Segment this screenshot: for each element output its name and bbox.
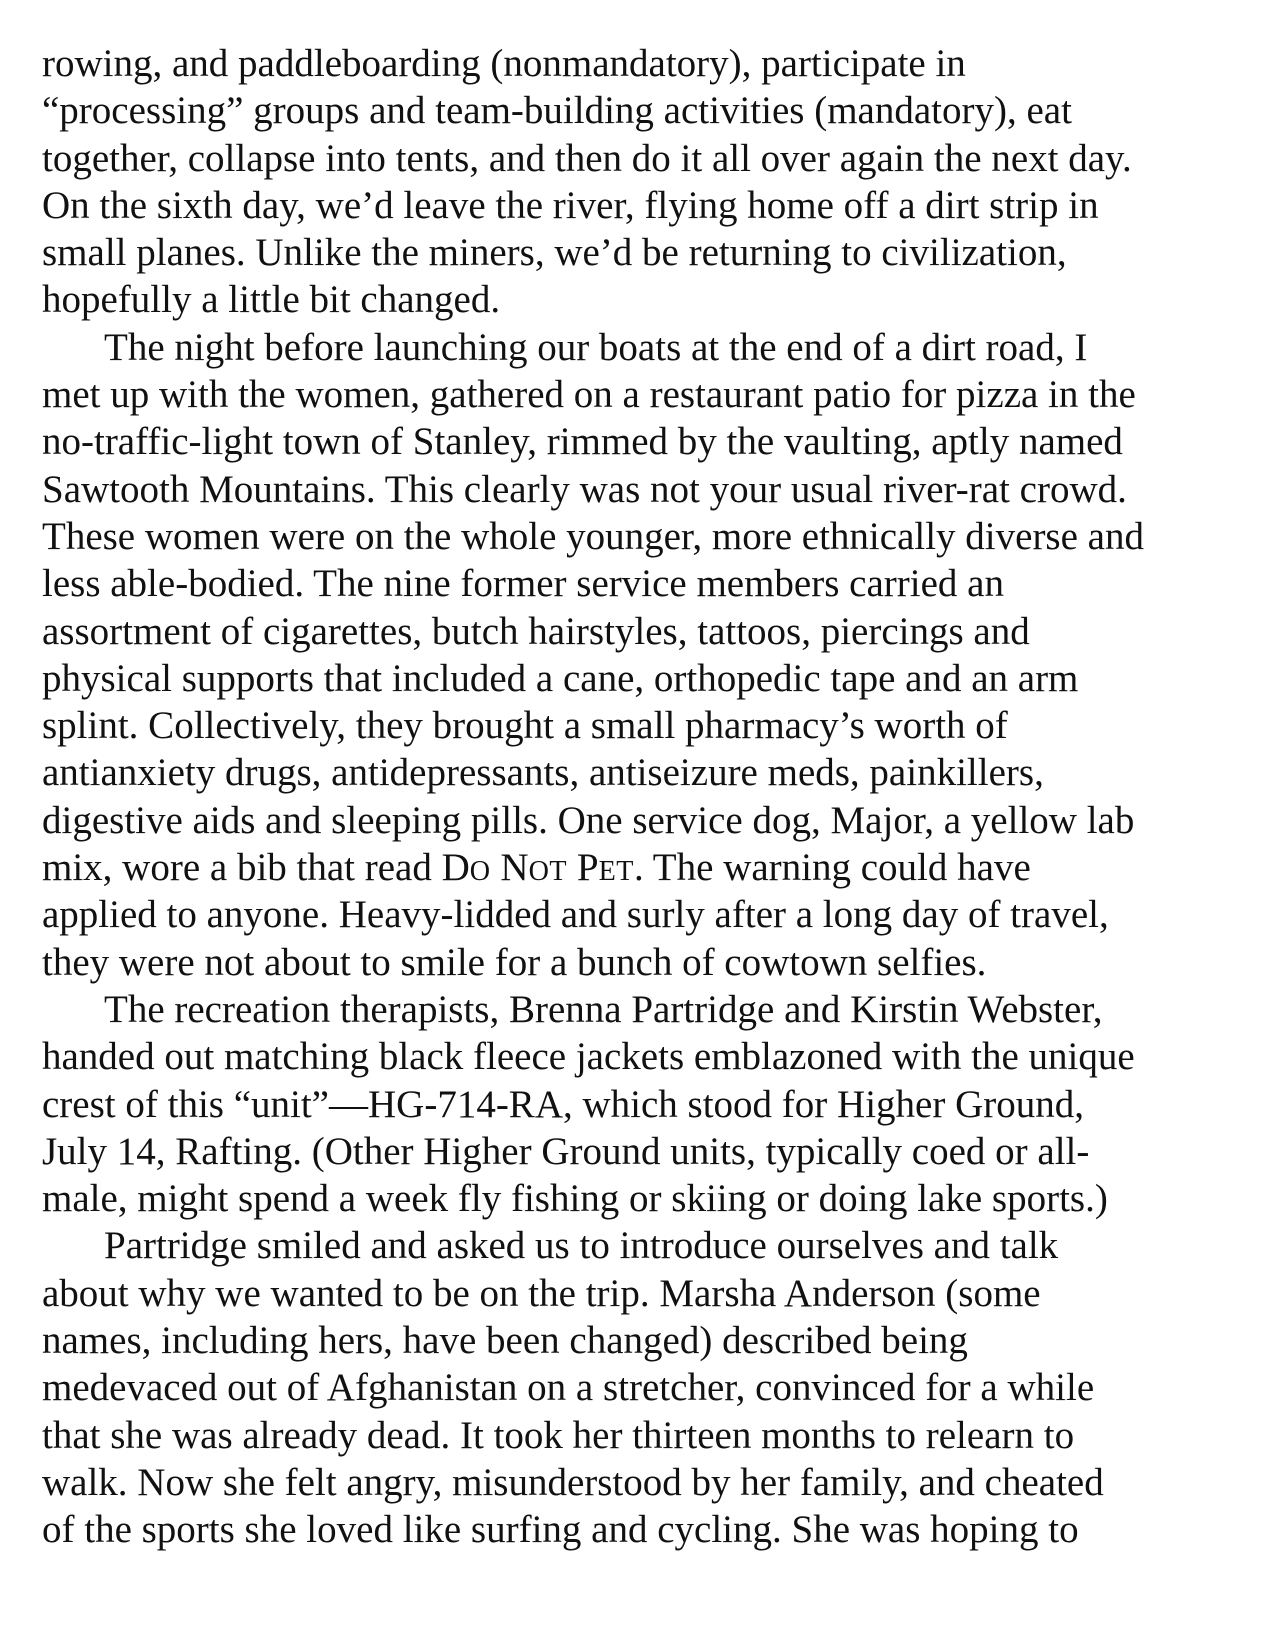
text-line: that she was already dead. It took her thirteen months to relearn to (42, 1413, 1075, 1457)
paragraph-2 (42, 324, 1242, 986)
text-line: male, might spend a week fly fishing or skiing or doing lake sports.) (42, 1177, 1108, 1221)
text-line: less able-bodied. The nine former service members carried an (42, 562, 1004, 606)
paragraph-3 (42, 986, 1242, 1222)
smallcaps-rest: O (469, 856, 491, 888)
text-line: about why we wanted to be on the trip. Marsha Anderson (some (42, 1271, 1041, 1315)
text-line: “processing” groups and team-building activities (mandatory), eat (42, 89, 1072, 133)
text-line: Sawtooth Mountains. This clearly was not your usual river-rat crowd. (42, 467, 1127, 511)
text-line: physical supports that included a cane, orthopedic tape and an arm (42, 656, 1079, 700)
text-line: handed out matching black fleece jackets emblazoned with the unique (42, 1035, 1135, 1079)
line-segment: . The warning could have (634, 846, 1031, 890)
text-line: together, collapse into tents, and then do it all over again the next day. (42, 136, 1132, 180)
smallcaps-rest: OT (528, 856, 568, 888)
text-line: rowing, and paddleboarding (nonmandatory), participate in (42, 42, 966, 85)
text-line-with-smallcaps (42, 844, 1242, 891)
text-line: crest of this “unit”—HG-714-RA, which stood for Higher Ground, (42, 1082, 1084, 1126)
text-line: no-traffic-light town of Stanley, rimmed by the vaulting, aptly named (42, 420, 1123, 464)
text-line: assortment of cigarettes, butch hairstyles, tattoos, piercings and (42, 609, 1030, 653)
text-line: of the sports she loved like surfing and cycling. She was hoping to (42, 1508, 1079, 1552)
text-line: splint. Collectively, they brought a small pharmacy’s worth of (42, 704, 1008, 748)
text-line: applied to anyone. Heavy-lidded and surly after a long day of travel, (42, 893, 1109, 937)
smallcaps-initial: D (441, 846, 470, 890)
text-line: The night before launching our boats at the end of a dirt road, I (104, 325, 1088, 369)
text-line: names, including hers, have been changed) described being (42, 1319, 968, 1363)
text-line: walk. Now she felt angry, misunderstood by her family, and cheated (42, 1460, 1104, 1504)
paragraph-1 (42, 40, 1242, 324)
text-line: On the sixth day, we’d leave the river, flying home off a dirt strip in (42, 183, 1099, 227)
text-line: they were not about to smile for a bunch of cowtown selfies. (42, 940, 987, 984)
text-line: small planes. Unlike the miners, we’d be returning to civilization, (42, 231, 1067, 275)
text-line: Partridge smiled and asked us to introduce ourselves and talk (104, 1224, 1059, 1268)
text-line: These women were on the whole younger, more ethnically diverse and (42, 514, 1144, 558)
line-segment: mix, wore a bib that read (42, 846, 442, 890)
text-line: antianxiety drugs, antidepressants, antiseizure meds, painkillers, (42, 751, 1044, 795)
smallcaps-initial: P (576, 846, 599, 890)
text-line: digestive aids and sleeping pills. One service dog, Major, a yellow lab (42, 798, 1135, 842)
text-line: hopefully a little bit changed. (42, 278, 501, 322)
smallcaps-rest: ET (598, 856, 635, 888)
text-line: met up with the women, gathered on a restaurant patio for pizza in the (42, 373, 1136, 417)
document-page (42, 40, 1242, 1554)
text-line: July 14, Rafting. (Other Higher Ground units, typically coed or all- (42, 1129, 1090, 1173)
smallcaps-initial: N (500, 846, 529, 890)
paragraph-4 (42, 1222, 1242, 1553)
text-line: medevaced out of Afghanistan on a stretcher, convinced for a while (42, 1366, 1095, 1410)
text-line: The recreation therapists, Brenna Partridge and Kirstin Webster, (104, 987, 1103, 1031)
do-not-pet-label (442, 846, 634, 889)
